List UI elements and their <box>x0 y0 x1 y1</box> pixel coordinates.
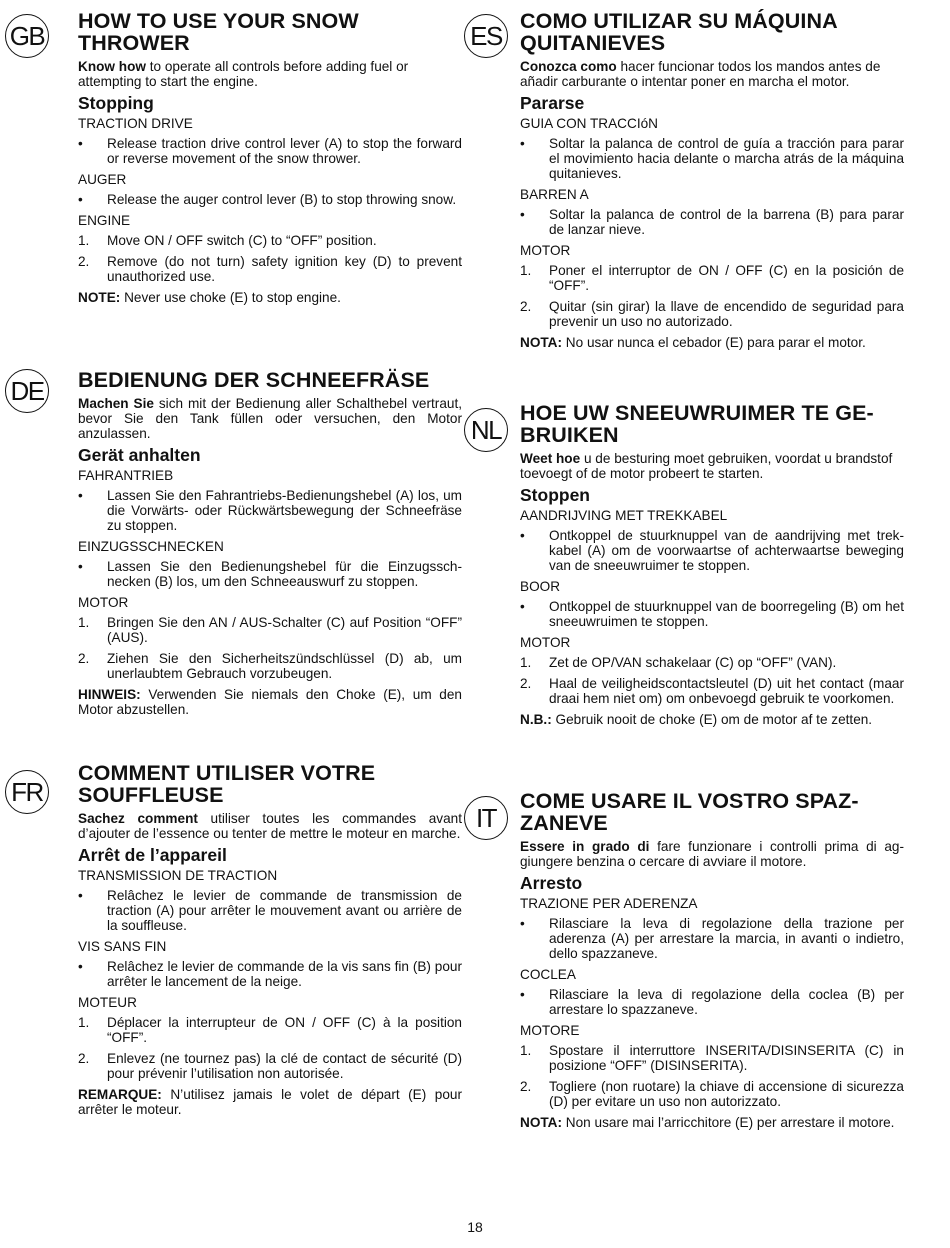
category-label: TRAZIONE PER ADERENZA <box>520 896 698 911</box>
page-number: 18 <box>467 1219 483 1235</box>
category-label: BOOR <box>520 579 561 594</box>
list-item: • Lassen Sie den Fahrantriebs-Bedienungshebel (A) los, um die Vorwärts- oder Rückwärtsbewegung der Schneefräse zu stoppen. <box>78 488 462 533</box>
category-label: EINZUGSSCHNECKEN <box>78 539 224 554</box>
language-badge-fr: FR <box>5 770 49 814</box>
list-item: 2. Ziehen Sie den Sicherheitszündschlüssel (D) ab, um unerlaubtem Gebrauch vorzubeugen. <box>78 651 462 681</box>
section-title-de: BEDIENUNG DER SCHNEEFRÄSE <box>78 368 430 392</box>
section-es <box>470 9 904 350</box>
category-label: GUIA CON TRACCIóN <box>520 116 658 131</box>
section-it <box>475 789 904 1130</box>
list-item: 2. Quitar (sin girar) la llave de encendido de seguridad para prevenir un uso no autorizado. <box>520 299 904 329</box>
category-label: COCLEA <box>520 967 576 982</box>
list-item: • Release traction drive control lever (A) to stop the forward or reverse movement of the snow thrower. <box>78 136 462 166</box>
list-item: 1. Bringen Sie den AN / AUS-Schalter (C) auf Position “OFF” (AUS). <box>78 615 462 645</box>
language-badge-es: ES <box>464 14 508 58</box>
intro-fr: Sachez comment utiliser toutes les commandes avant d’ajouter de l’essence ou tenter de mettre le moteur en marche. <box>78 811 462 841</box>
subheading-nl: Stoppen <box>520 485 590 505</box>
section-title-fr: COMMENT UTILISER VOTRE SOUFFLEUSE <box>78 761 376 807</box>
subheading-de: Gerät anhalten <box>78 445 201 465</box>
subheading-it: Arresto <box>520 873 583 893</box>
category-label: TRANSMISSION DE TRACTION <box>78 868 278 883</box>
language-badge-gb: GB <box>5 14 49 58</box>
category-label: MOTORE <box>520 1023 580 1038</box>
note-gb: NOTE: Never use choke (E) to stop engine. <box>78 290 341 305</box>
list-item: • Relâchez le levier de commande de transmission de traction (A) pour arrêter le mouvement avant ou arrière de la souffleuse. <box>78 888 462 933</box>
list-item: 1. Poner el interruptor de ON / OFF (C) en la posición de “OFF”. <box>520 263 904 293</box>
category-label: VIS SANS FIN <box>78 939 167 954</box>
section-gb <box>9 9 462 305</box>
list-item: • Release the auger control lever (B) to stop throwing snow. <box>78 192 457 207</box>
note-nl: N.B.: Gebruik nooit de choke (E) om de motor af te zetten. <box>520 712 873 727</box>
list-item: • Lassen Sie den Bedienungshebel für die Einzugssch-necken (B) los, um den Schneeauswurf zu stoppen. <box>78 559 462 589</box>
list-item: 2. Haal de veiligheidscontactsleutel (D) uit het contact (maar draai hem niet om) om onbevoegd gebruik te voorkomen. <box>520 676 904 706</box>
category-label: MOTOR <box>520 635 571 650</box>
list-item: • Rilasciare la leva di regolazione della coclea (B) per arrestare lo spazzaneve. <box>520 987 904 1017</box>
section-title-it: COME USARE IL VOSTRO SPAZ-ZANEVE <box>520 789 859 835</box>
intro-es: Conozca como hacer funcionar todos los mandos antes de añadir carburante o intentar poner en marcha el motor. <box>520 59 881 89</box>
language-badge-de: DE <box>5 369 49 413</box>
list-item: • Soltar la palanca de control de la barrena (B) para parar de lanzar nieve. <box>520 207 904 237</box>
category-label: ENGINE <box>78 213 131 228</box>
category-label: TRACTION DRIVE <box>78 116 193 131</box>
category-label: BARREN A <box>520 187 589 202</box>
list-item: • Ontkoppel de stuurknuppel van de aandrijving met trek-kabel (A) om de voorwaartse of achterwaartse beweging van de sneeuwruimer te stoppen. <box>520 528 904 573</box>
list-item: • Relâchez le levier de commande de la vis sans fin (B) pour arrêter le lancement de la neige. <box>78 959 462 989</box>
section-fr <box>11 761 462 1117</box>
list-item: 2. Enlevez (ne tournez pas) la clé de contact de sécurité (D) pour prévenir l’utilisation non autorisée. <box>78 1051 462 1081</box>
intro-it: Essere in grado di fare funzionare i controlli prima di ag-giungere benzina o cercare di avviare il motore. <box>520 839 904 869</box>
list-item: 1. Spostare il interruttore INSERITA/DISINSERITA (C) in posizione “OFF” (DISINSERITA). <box>520 1043 904 1073</box>
subheading-gb: Stopping <box>78 93 154 113</box>
list-item: • Ontkoppel de stuurknuppel van de boorregeling (B) om het sneeuwruimen te stoppen. <box>520 599 904 629</box>
list-item: 1. Move ON / OFF switch (C) to “OFF” position. <box>78 233 377 248</box>
list-item: • Soltar la palanca de control de guía a tracción para parar el movimiento hacia delante o marcha atrás de la máquina quitanieves. <box>520 136 904 181</box>
note-fr: REMARQUE: N’utilisez jamais le volet de départ (E) pour arrêter le moteur. <box>78 1087 462 1117</box>
list-item: • Rilasciare la leva di regolazione della trazione per aderenza (A) per arrestare la marcia, in avanti o indietro, dello spazzaneve. <box>520 916 904 961</box>
section-de <box>10 368 462 717</box>
subheading-es: Pararse <box>520 93 585 113</box>
list-item: 1. Zet de OP/VAN schakelaar (C) op “OFF” (VAN). <box>520 655 837 670</box>
language-badge-nl: NL <box>464 408 508 452</box>
section-title-gb: HOW TO USE YOUR SNOW THROWER <box>78 9 359 55</box>
category-label: MOTOR <box>520 243 571 258</box>
intro-nl: Weet hoe u de besturing moet gebruiken, voordat u brandstof toevoegt of de motor probeert te starten. <box>520 451 893 481</box>
note-de: HINWEIS: Verwenden Sie niemals den Choke (E), um den Motor abzustellen. <box>78 687 462 717</box>
list-item: 1. Déplacer la interrupteur de ON / OFF (C) à la position “OFF”. <box>78 1015 462 1045</box>
subheading-fr: Arrêt de l’appareil <box>78 845 227 865</box>
category-label: AUGER <box>78 172 127 187</box>
list-item: 2. Togliere (non ruotare) la chiave di accensione di sicurezza (D) per evitare un uso non autorizzato. <box>520 1079 904 1109</box>
category-label: MOTEUR <box>78 995 137 1010</box>
category-label: FAHRANTRIEB <box>78 468 174 483</box>
language-badge-it: IT <box>464 796 508 840</box>
note-it: NOTA: Non usare mai l’arricchitore (E) per arrestare il motore. <box>520 1115 895 1130</box>
intro-gb: Know how to operate all controls before adding fuel or attempting to start the engine. <box>78 59 409 89</box>
category-label: AANDRIJVING MET TREKKABEL <box>520 508 728 523</box>
list-item: 2. Remove (do not turn) safety ignition key (D) to prevent unauthorized use. <box>78 254 462 284</box>
section-nl <box>470 401 904 727</box>
intro-de: Machen Sie sich mit der Bedienung aller Schalthebel vertraut, bevor Sie den Tank füllen oder versuchen, den Motor anzulassen. <box>78 396 462 441</box>
category-label: MOTOR <box>78 595 129 610</box>
section-title-nl: HOE UW SNEEUWRUIMER TE GE-BRUIKEN <box>520 401 874 447</box>
section-title-es: COMO UTILIZAR SU MÁQUINA QUITANIEVES <box>520 9 837 55</box>
note-es: NOTA: No usar nunca el cebador (E) para parar el motor. <box>520 335 866 350</box>
